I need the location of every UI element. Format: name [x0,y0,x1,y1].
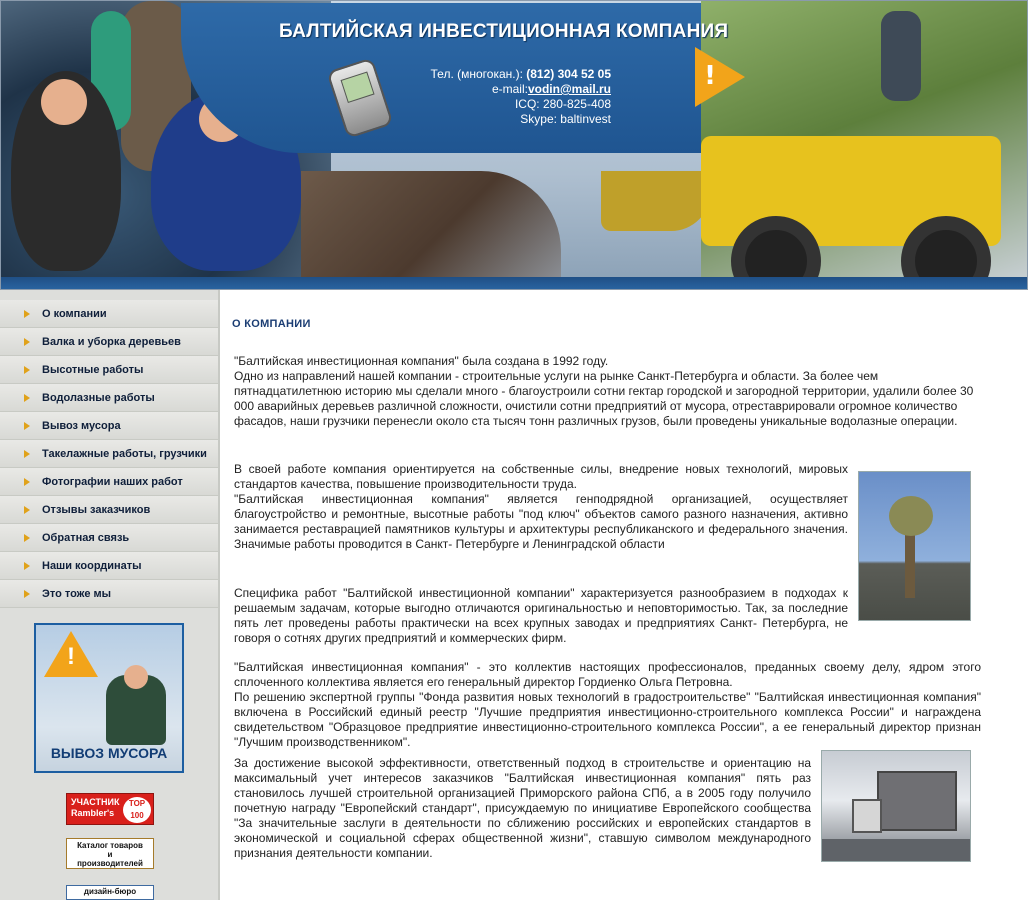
sidebar-item-label: Высотные работы [42,363,144,376]
tree-crown-graphic [889,496,933,536]
bullet-icon [24,506,30,514]
icq-line: ICQ: 280-825-408 [514,97,611,111]
phone-number: (812) 304 52 05 [526,67,611,81]
sidebar-item-contacts[interactable] [0,552,218,580]
truck-loading-photo [821,750,971,862]
sidebar-item-label: Вывоз мусора [42,419,121,432]
tree-work-photo [858,471,971,621]
sidebar-item-high-altitude[interactable] [0,356,218,384]
bullet-icon [24,310,30,318]
lift-worker-graphic [881,11,921,101]
bullet-icon [24,478,30,486]
sidebar [0,290,220,900]
sidebar-item-about[interactable] [0,300,218,328]
top100-logo: TOP 100 [123,797,151,823]
truck-box-graphic [877,771,957,831]
team-paragraph: "Балтийская инвестиционная компания" - это коллектив настоящих профессионалов, преданных своему делу, ядром этого сплоченного коллектива является его генеральный директор Гордиенко Ольга Петровна. По решению экспертной группы "Фонда развития новых технологий в градостроительстве" "Балтийская инвестиционная компания" включена в Российский единый реестр "Лучшие предприятия инвестиционно-строительного комплекса России" и награждена свидетельством "Образцовое предприятие инвестиционно-строительного комплекса России", а ее генеральный директор признан "Лучшим производственником". [234,660,981,749]
bullet-icon [24,394,30,402]
sidebar-item-label: Отзывы заказчиков [42,503,151,516]
bullet-icon [24,338,30,346]
badge-text: производителей [77,859,143,868]
waste-removal-banner[interactable] [34,623,184,773]
sidebar-item-waste-removal[interactable] [0,412,218,440]
sidebar-item-rigging[interactable] [0,440,218,468]
header-stripe [1,277,1028,290]
sidebar-item-tree-felling[interactable] [0,328,218,356]
ground-graphic [822,839,971,862]
badge-text: УЧАСТНИК [71,797,120,807]
email-line [401,82,611,97]
page-title: О КОМПАНИИ [232,318,311,330]
sidebar-item-label: Это тоже мы [42,587,112,600]
awards-paragraph: За достижение высокой эффективности, ответственный подход в строительстве и ориентацию на максимальный учет интересов заказчиков "Балтийская инвестиционная компания" пять раз становилось лучшей строительной организацией Приморского района СПб, а в 2005 году получило почетную награду "Европейский стандарт", присуждаемую по инициативе Европейского сообщества "За значительные заслуги в деятельности по сближению российских и европейских стандартов в экономической и социальной сферах общественной жизни", ставшую символом международного признания деятельности компании. [234,756,811,860]
email-link[interactable]: vodin@mail.ru [527,82,611,96]
skype-line: Skype: baltinvest [520,112,611,126]
sidebar-item-label: О компании [42,307,107,320]
diver-face-graphic [41,79,87,125]
worker-head-graphic [124,665,148,689]
sidebar-item-feedback[interactable] [0,524,218,552]
main-content [222,290,1028,900]
site-title: БАЛТИЙСКАЯ ИНВЕСТИЦИОННАЯ КОМПАНИЯ [279,21,729,42]
exclamation-icon: ! [704,61,716,91]
exclamation-icon: ! [67,643,75,670]
sidebar-item-label: Такелажные работы, грузчики [42,447,207,460]
loader-bucket-graphic [601,171,711,231]
sidebar-nav [0,300,218,608]
bullet-icon [24,366,30,374]
sidebar-item-label: Водолазные работы [42,391,155,404]
badge-text: и [107,850,113,859]
phone-label: Тел. (многокан.): [430,67,527,81]
catalog-badge[interactable] [66,838,154,869]
sidebar-item-reviews[interactable] [0,496,218,524]
truck-cab-graphic [852,799,882,833]
sidebar-item-also-us[interactable] [0,580,218,608]
bullet-icon [24,562,30,570]
sidebar-item-label: Обратная связь [42,531,130,544]
bullet-icon [24,534,30,542]
bullet-icon [24,590,30,598]
banner-label: ВЫВОЗ МУСОРА [50,745,168,761]
email-label: e-mail: [491,82,528,96]
worker-photo [301,171,561,281]
contacts-block [401,67,611,127]
bullet-icon [24,450,30,458]
badge-text: Каталог товаров [77,841,143,850]
rambler-top100-badge[interactable] [66,793,154,825]
badge-text: Rambler's [71,808,115,818]
intro-paragraph: "Балтийская инвестиционная компания" была создана в 1992 году. Одно из направлений нашей компании - строительные услуги на рынке Санкт-Петербурга и области. За более чем пятнадцатилетнюю историю мы сделали много - благоустроили сотни гектар городской и загородной территории, удалили более 30 000 аварийных деревьев различной сложности, очистили сотни предприятий от мусора, отреставрировали огромное количество фасадов, наши грузчики перенесли около ста тысяч тонн различных грузов, были проведены уникальные водолазные операции. [234,354,974,428]
sidebar-item-label: Валка и уборка деревьев [42,335,181,348]
site-header [0,0,1028,290]
sidebar-item-label: Фотографии наших работ [42,475,183,488]
design-bureau-badge[interactable]: дизайн-бюро [66,885,154,900]
bullet-icon [24,422,30,430]
sidebar-item-diving[interactable] [0,384,218,412]
approach-paragraph: В своей работе компания ориентируется на собственные силы, внедрение новых технологий, мировых стандартов качества, повышение производительности труда. "Балтийская инвестиционная компания" является генподрядной организацией, осуществляет благоустройство и ремонтные, высотные работы "под ключ" объектов самого разного назначения, активно занимается реставрацией памятников культуры и архитектуры республиканского и федерального значения. Значимые работы проводится в Санкт- Петербурге и Ленинградской области [234,462,848,551]
sidebar-item-label: Наши координаты [42,559,142,572]
sidebar-item-photos[interactable] [0,468,218,496]
phone-line [401,67,611,82]
specifics-paragraph: Специфика работ "Балтийской инвестиционной компании" характеризуется разнообразием в подходах к решаемым задачам, которые выгодно отличаются оригинальностью и неповторимостью. Так, за последние пять лет проведены работы практически на всех крупных заводах и предприятиях Санкт- Петербурга, не говоря о сотнях других предприятий и коммерческих фирм. [234,586,848,645]
